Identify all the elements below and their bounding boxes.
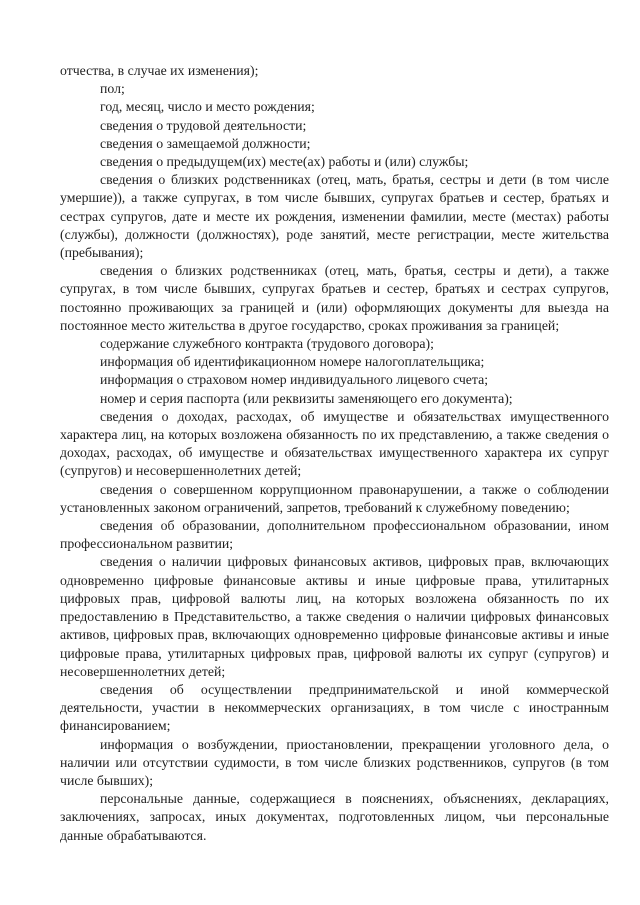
paragraph: информация о возбуждении, приостановлении, прекращении уголовного дела, о наличии или отсутствии судимости, в том числе близких родственников, супругов (в том числе бывших); [60, 736, 609, 788]
paragraph: информация об идентификационном номере налогоплательщика; [100, 354, 485, 370]
paragraph: сведения о замещаемой должности; [100, 135, 311, 151]
paragraph-continuation: отчества, в случае их изменения); [60, 63, 259, 78]
paragraph: пол; [100, 81, 125, 97]
paragraph: персональные данные, содержащиеся в пояснениях, объяснениях, декларациях, заключениях, запросах, иных документах, подготовленных лицом, чьи персональные данные обрабатываются. [60, 791, 609, 843]
paragraph: сведения об осуществлении предпринимательской и иной коммерческой деятельности, участии в некоммерческих организациях, в том числе с иностранным финансированием; [60, 681, 609, 734]
paragraph: сведения об образовании, дополнительном профессиональном образовании, ином профессиональном развитии; [60, 518, 609, 552]
document-body [60, 62, 609, 845]
paragraph: сведения о близких родственниках (отец, мать, братья, сестры и дети), а также супругах, в том числе бывших, супругах братьев и сестер, братьях и сестрах супругов, постоянно проживающих за границей и (или) оформляющих документы для выезда на постоянное место жительства в другое государство, сроках проживания за границей; [60, 263, 609, 333]
paragraph: сведения о предыдущем(их) месте(ах) работы и (или) службы; [100, 154, 469, 170]
paragraph: сведения о трудовой деятельности; [100, 117, 307, 133]
paragraph: год, месяц, число и место рождения; [100, 99, 315, 115]
paragraph: номер и серия паспорта (или реквизиты заменяющего его документа); [100, 390, 513, 406]
paragraph: сведения о совершенном коррупционном правонарушении, а также о соблюдении установленных законом ограничений, запретов, требований к служебному поведению; [60, 481, 609, 515]
paragraph: содержание служебного контракта (трудового договора); [100, 336, 434, 352]
paragraph: сведения о наличии цифровых финансовых активов, цифровых прав, включающих одновременно цифровые финансовые активы и иные цифровые права, утилитарных цифровых прав, цифровой валюты лиц, на которых возложена обязанность по их предоставлению в Представительство, а также сведения о наличии цифровых финансовых активов, цифровых прав, включающих одновременно цифровые финансовые активы и иные цифровые права, утилитарных цифровых прав, цифровой валюты их супруг (супругов) и несовершеннолетних детей; [60, 554, 609, 679]
paragraph: сведения о доходах, расходах, об имуществе и обязательствах имущественного характера лиц, на которых возложена обязанность по их представлению, а также сведения о доходах, расходах, об имуществе и обязательствах имущественного характера их супруг (супругов) и несовершеннолетних детей; [60, 408, 609, 479]
paragraph: информация о страховом номер индивидуального лицевого счета; [100, 372, 489, 388]
paragraph: сведения о близких родственниках (отец, мать, братья, сестры и дети (в том числе умершие)), а также супругах, в том числе бывших, супругах братьев и сестер, братьях и сестрах супругов, дате и месте их рождения, изменении фамилии, месте (местах) работы (службы), должности (должностях), роде занятий, месте регистрации, месте жительства (пребывания); [60, 172, 609, 261]
